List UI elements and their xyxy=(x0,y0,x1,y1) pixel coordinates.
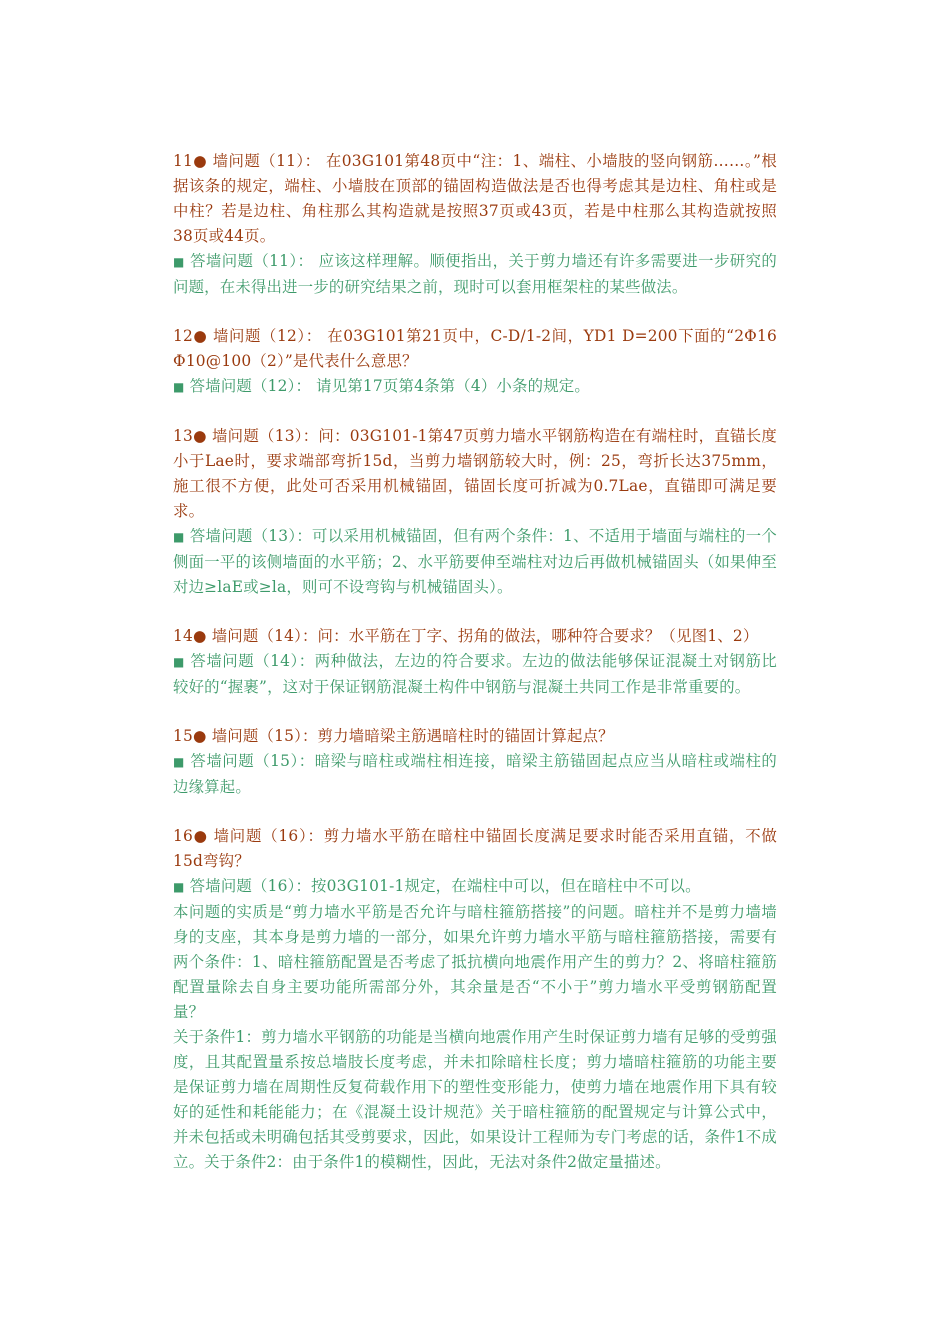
question-number: 13 xyxy=(173,427,193,445)
document-body xyxy=(173,149,777,1175)
question-text: 墙问题（12）： 在03G101第21页中，C-D/1-2间，YD1 D=200下面的“2Φ16 Φ10@100（2）”是代表什么意思？ xyxy=(173,327,777,370)
qa-block-16 xyxy=(173,824,777,1175)
answer-text: 答墙问题（14）：两种做法，左边的符合要求。左边的做法能够保证混凝土对钢筋比较好的“握裹”，这对于保证钢筋混凝土构件中钢筋与混凝土共同工作是非常重要的。 xyxy=(173,652,778,696)
question-text: 墙问题（11）： 在03G101第48页中“注：1、端柱、小墙肢的竖向钢筋……。”根据该条的规定，端柱、小墙肢在顶部的锚固构造做法是否也得考虑其是边柱、角柱或是中柱？若是边柱、角柱那么其构造就是按照37页或43页，若是中柱那么其构造就按照38页或44页。 xyxy=(173,152,777,245)
question-text: 墙问题（13）：问：03G101-1第47页剪力墙水平钢筋构造在有端柱时，直锚长度小于Lae时，要求端部弯折15d，当剪力墙钢筋较大时，例：25，弯折长达375mm，施工很不方便，此处可否采用机械锚固，锚固长度可折减为0.7Lae，直锚即可满足要求。 xyxy=(173,427,777,520)
bullet-dot-icon: ● xyxy=(192,327,208,345)
question-paragraph xyxy=(173,324,777,374)
qa-block-15 xyxy=(173,724,777,800)
bullet-square-icon: ■ xyxy=(173,655,185,669)
question-paragraph xyxy=(173,424,777,524)
qa-block-14 xyxy=(173,624,777,700)
answer-explanation-paragraph: 本问题的实质是“剪力墙水平筋是否允许与暗柱箍筋搭接”的问题。暗柱并不是剪力墙墙身的支座，其本身是剪力墙的一部分，如果允许剪力墙水平筋与暗柱箍筋搭接，需要有两个条件：1、暗柱箍筋配置是否考虑了抵抗横向地震作用产生的剪力？2、将暗柱箍筋配置量除去自身主要功能所需部分外，其余量是否“不小于”剪力墙水平受剪钢筋配置量？ xyxy=(173,903,777,1021)
answer-paragraph xyxy=(173,649,777,700)
qa-block-11 xyxy=(173,149,777,300)
question-paragraph xyxy=(173,149,777,249)
answer-text: 答墙问题（15）：暗梁与暗柱或端柱相连接，暗梁主筋锚固起点应当从暗柱或端柱的边缘算起。 xyxy=(173,752,778,796)
bullet-dot-icon: ● xyxy=(192,727,207,745)
question-paragraph xyxy=(173,624,777,649)
question-number: 11 xyxy=(173,152,193,170)
question-number: 16 xyxy=(173,827,193,845)
question-number: 14 xyxy=(173,627,193,645)
answer-paragraph xyxy=(173,249,777,300)
answer-paragraph xyxy=(173,374,777,400)
bullet-dot-icon: ● xyxy=(192,152,208,170)
question-text: 墙问题（14）：问：水平筋在丁字、拐角的做法，哪种符合要求？（见图1、2） xyxy=(211,627,759,645)
bullet-square-icon: ■ xyxy=(173,380,185,394)
answer-paragraph xyxy=(173,749,777,800)
question-paragraph xyxy=(173,824,777,874)
bullet-dot-icon: ● xyxy=(192,827,208,845)
answer-paragraph xyxy=(173,874,777,900)
question-text: 墙问题（16）：剪力墙水平筋在暗柱中锚固长度满足要求时能否采用直锚，不做15d弯钩？ xyxy=(173,827,777,870)
answer-condition-paragraph: 关于条件1：剪力墙水平钢筋的功能是当横向地震作用产生时保证剪力墙有足够的受剪强度，且其配置量系按总墙肢长度考虑，并未扣除暗柱长度；剪力墙暗柱箍筋的功能主要是保证剪力墙在周期性反复荷载作用下的塑性变形能力，使剪力墙在地震作用下具有较好的延性和耗能能力；在《混凝土设计规范》关于暗柱箍筋的配置规定与计算公式中，并未包括或未明确包括其受剪要求，因此，如果设计工程师为专门考虑的话，条件1不成立。关于条件2：由于条件1的模糊性，因此，无法对条件2做定量描述。 xyxy=(173,1028,777,1171)
bullet-square-icon: ■ xyxy=(173,880,185,894)
question-text: 墙问题（15）：剪力墙暗梁主筋遇暗柱时的锚固计算起点？ xyxy=(211,727,614,745)
question-number: 15 xyxy=(173,727,193,745)
bullet-dot-icon: ● xyxy=(192,427,207,445)
bullet-square-icon: ■ xyxy=(173,755,185,769)
question-number: 12 xyxy=(173,327,193,345)
bullet-square-icon: ■ xyxy=(173,530,185,544)
qa-block-12 xyxy=(173,324,777,400)
answer-paragraph xyxy=(173,524,777,600)
qa-block-13 xyxy=(173,424,777,600)
answer-text: 答墙问题（11）： 应该这样理解。顺便指出，关于剪力墙还有许多需要进一步研究的问题，在未得出进一步的研究结果之前，现时可以套用框架柱的某些做法。 xyxy=(173,252,778,296)
bullet-square-icon: ■ xyxy=(173,255,185,269)
answer-text: 答墙问题（13）：可以采用机械锚固，但有两个条件：1、不适用于墙面与端柱的一个侧面一平的该侧墙面的水平筋；2、水平筋要伸至端柱对边后再做机械锚固头（如果伸至对边≥laE或≥la，则可不设弯钩与机械锚固头）。 xyxy=(173,527,777,596)
answer-text: 答墙问题（12）： 请见第17页第4条第（4）小条的规定。 xyxy=(189,377,590,395)
bullet-dot-icon: ● xyxy=(192,627,207,645)
answer-text: 答墙问题（16）：按03G101-1规定，在端柱中可以，但在暗柱中不可以。 xyxy=(189,877,701,895)
question-paragraph xyxy=(173,724,777,749)
